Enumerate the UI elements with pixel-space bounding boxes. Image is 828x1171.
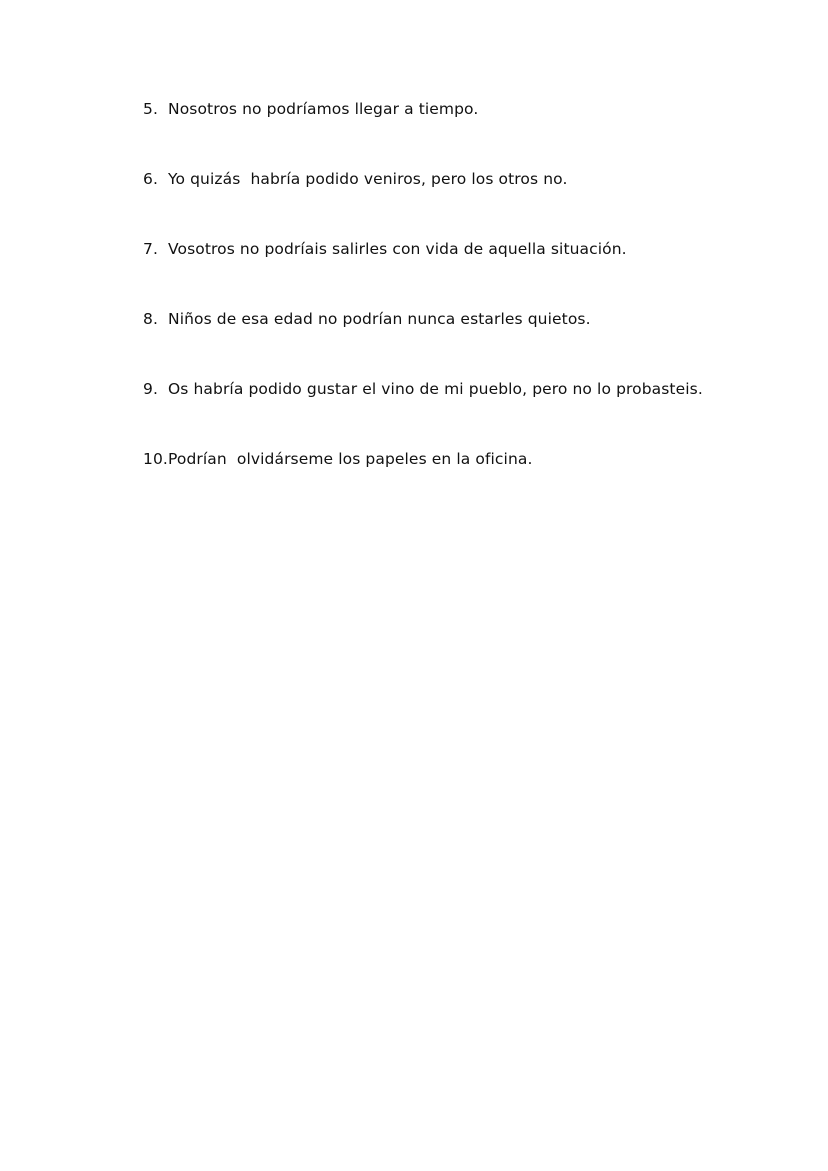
item-text: Nosotros no podríamos llegar a tiempo. (168, 100, 479, 118)
item-number: 6. (143, 170, 158, 188)
item-text: Vosotros no podríais salirles con vida de aquella situación. (168, 240, 627, 258)
exercise-item-7 (143, 240, 703, 310)
item-number: 10. (143, 450, 168, 468)
exercise-item-10 (143, 450, 703, 520)
item-text: Niños de esa edad no podrían nunca estarles quietos. (168, 310, 591, 328)
exercise-item-9 (143, 380, 703, 450)
item-text: Yo quizás habría podido veniros, pero los otros no. (168, 170, 568, 188)
item-text: Os habría podido gustar el vino de mi pueblo, pero no lo probasteis. (168, 380, 703, 398)
exercise-item-5 (143, 100, 703, 170)
item-number: 8. (143, 310, 158, 328)
exercise-list (143, 100, 703, 520)
item-text: Podrían olvidárseme los papeles en la oficina. (168, 450, 533, 468)
item-number: 5. (143, 100, 158, 118)
item-number: 7. (143, 240, 158, 258)
exercise-item-8 (143, 310, 703, 380)
item-number: 9. (143, 380, 158, 398)
exercise-item-6 (143, 170, 703, 240)
